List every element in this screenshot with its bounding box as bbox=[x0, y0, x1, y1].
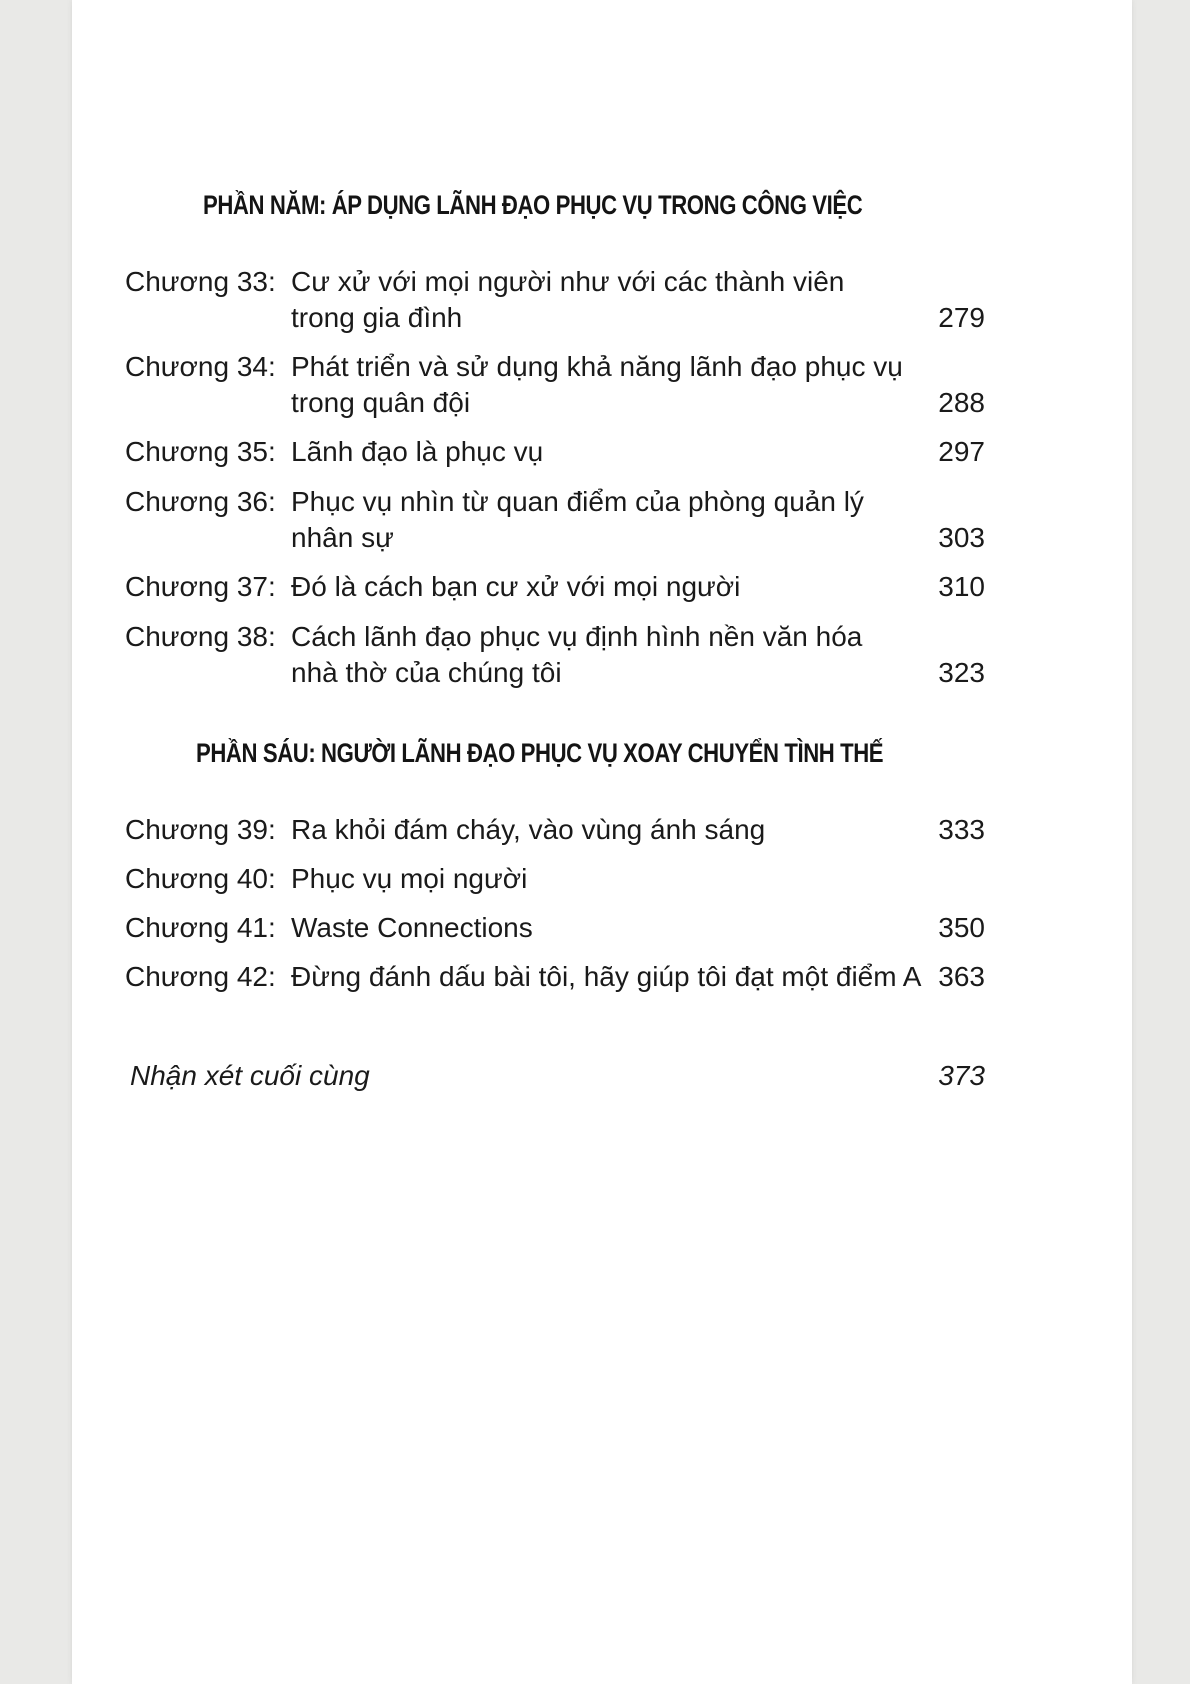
chapter-label: Chương 38: bbox=[125, 621, 276, 652]
toc-entry-chapter-38[interactable] bbox=[125, 619, 985, 691]
chapter-page-number: 323 bbox=[938, 657, 985, 688]
chapter-title: Waste Connections bbox=[291, 912, 533, 943]
chapter-page-number: 310 bbox=[938, 571, 985, 602]
toc-entry-chapter-33[interactable] bbox=[125, 264, 985, 336]
chapter-label: Chương 33: bbox=[125, 266, 276, 297]
chapter-label: Chương 41: bbox=[125, 912, 276, 943]
chapter-page-number: 333 bbox=[938, 814, 985, 845]
toc-entry-chapter-40[interactable] bbox=[125, 861, 985, 897]
chapter-label: Chương 35: bbox=[125, 436, 276, 467]
chapter-page-number: 303 bbox=[938, 522, 985, 553]
chapter-page-number: 297 bbox=[938, 436, 985, 467]
toc-entry-chapter-37[interactable] bbox=[125, 569, 985, 605]
chapter-title: Phục vụ nhìn từ quan điểm của phòng quản lý nhân sự bbox=[291, 486, 864, 553]
chapter-page-number: 279 bbox=[938, 302, 985, 333]
toc-entry-chapter-36[interactable] bbox=[125, 484, 985, 556]
section-heading-part-5: PHẦN NĂM: ÁP DỤNG LÃNH ĐẠO PHỤC VỤ TRONG CÔNG VIỆC bbox=[203, 190, 863, 220]
toc-entry-chapter-41[interactable] bbox=[125, 910, 985, 946]
chapter-title: Lãnh đạo là phục vụ bbox=[291, 436, 544, 467]
chapter-title: Phục vụ mọi người bbox=[291, 863, 528, 894]
toc-entry-chapter-42[interactable] bbox=[125, 959, 985, 995]
chapter-label: Chương 37: bbox=[125, 571, 276, 602]
chapter-title: Đó là cách bạn cư xử với mọi người bbox=[291, 571, 741, 602]
toc-entry-chapter-39[interactable] bbox=[125, 812, 985, 848]
chapter-title: Ra khỏi đám cháy, vào vùng ánh sáng bbox=[291, 814, 766, 845]
chapter-title: Cách lãnh đạo phục vụ định hình nền văn hóa nhà thờ của chúng tôi bbox=[291, 621, 863, 688]
chapter-label: Chương 39: bbox=[125, 814, 276, 845]
chapter-page-number: 363 bbox=[938, 961, 985, 992]
chapter-label: Chương 42: bbox=[125, 961, 276, 992]
chapter-title: Đừng đánh dấu bài tôi, hãy giúp tôi đạt một điểm A bbox=[291, 961, 922, 992]
chapter-label: Chương 36: bbox=[125, 486, 276, 517]
toc-entry-chapter-34[interactable] bbox=[125, 349, 985, 421]
closing-page-number: 373 bbox=[938, 1060, 985, 1091]
toc-entry-chapter-35[interactable] bbox=[125, 434, 985, 470]
chapter-title: Cư xử với mọi người như với các thành viên trong gia đình bbox=[291, 266, 845, 333]
chapter-label: Chương 34: bbox=[125, 351, 276, 382]
closing-title: Nhận xét cuối cùng bbox=[130, 1060, 370, 1091]
chapter-label: Chương 40: bbox=[125, 863, 276, 894]
chapter-title: Phát triển và sử dụng khả năng lãnh đạo phục vụ trong quân đội bbox=[291, 351, 903, 418]
chapter-page-number: 288 bbox=[938, 387, 985, 418]
section-heading-part-6: PHẦN SÁU: NGƯỜI LÃNH ĐẠO PHỤC VỤ XOAY CHUYỂN TÌNH THẾ bbox=[196, 738, 884, 768]
chapter-page-number: 350 bbox=[938, 912, 985, 943]
